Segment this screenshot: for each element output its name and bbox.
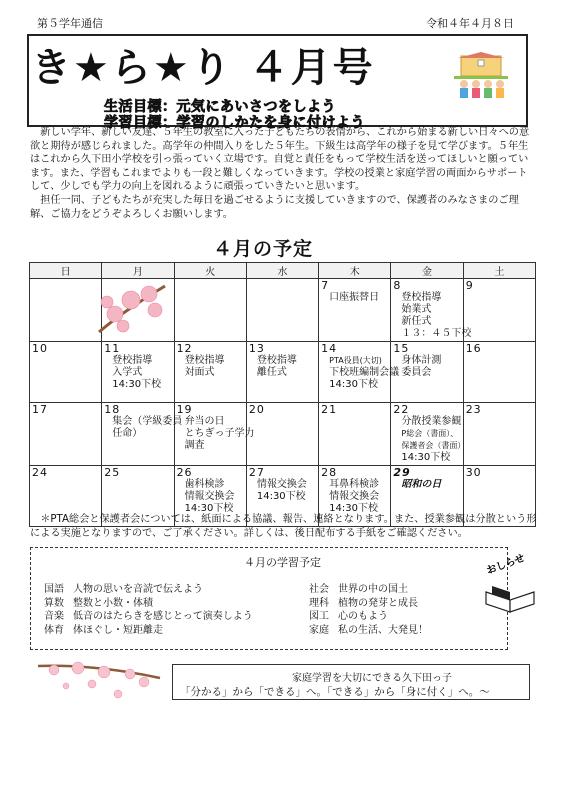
weekday-fri: 金 (391, 263, 463, 279)
weekday-tue: 火 (174, 263, 246, 279)
motto-heading: 家庭学習を大切にできる久下田っ子 (292, 673, 452, 684)
calendar-event: 情報交換会 (329, 491, 380, 502)
day-number: 20 (248, 403, 265, 416)
calendar-event: 調査 (184, 440, 205, 451)
weekday-mon: 月 (102, 263, 174, 279)
calendar-event: 分散授業参観 (401, 416, 462, 427)
school-children-illustration (452, 52, 510, 104)
calendar-day-cell (30, 279, 102, 342)
study-item: 国語 人物の思いを音読で伝えよう (44, 584, 203, 595)
day-number: 27 (248, 466, 265, 479)
newsletter-grade-label: 第５学年通信 (37, 17, 103, 30)
calendar-day-cell (246, 279, 318, 342)
day-number: 21 (321, 403, 338, 416)
day-number: 28 (321, 466, 338, 479)
weekday-wed: 水 (246, 263, 318, 279)
calendar-event: 離任式 (256, 367, 287, 378)
calendar-event: 弁当の日 (184, 416, 225, 427)
day-number: 24 (32, 466, 48, 479)
calendar-event: 14:30下校 (112, 379, 162, 390)
calendar-event: 14:30下校 (329, 379, 378, 390)
study-item: 算数 整数と小数・体積 (44, 597, 153, 609)
calendar-day-cell (246, 342, 318, 403)
calendar-day-cell (174, 279, 246, 342)
calendar-week-row (30, 403, 536, 466)
weekday-header-row (30, 263, 536, 279)
day-number: 11 (104, 342, 121, 355)
calendar-event: 登校指導 (112, 355, 153, 366)
intro-paragraph: 新しい学年、新しい友達、５年生の教室に入った子どもたちの表情から、これから始まる新しい日々への意欲と期待が感じられました。高学年の仲間入りをした５年生。下級生は高学年の様子を見て学びます。５年生はこれから久下田小学校を引っ張っていく立場です。自覚と責任をもって学校生活を送ってほしいと願っています。また、学習もこれまでよりも一段と難しくなっていきます。学校の授業と家庭学習の両面からサポートして、少しでも学力の向上を図れるように頑張っていきたいと思います。 (30, 127, 530, 193)
calendar-day-cell (319, 403, 391, 466)
weekday-sat: 土 (463, 263, 535, 279)
calendar-event: 耳鼻科検診 (329, 479, 380, 490)
calendar-day-cell (174, 403, 255, 466)
calendar-event: P総会（書面）、 (401, 429, 459, 438)
calendar-day-cell (319, 342, 400, 403)
day-number: 30 (465, 466, 482, 479)
day-number: 26 (176, 466, 193, 479)
study-item: 音楽 低音のはたらきを感じとって演奏しよう (44, 611, 253, 622)
study-goal-text: 学習のしかたを身に付けよう (176, 115, 365, 131)
study-item: 体育 体ほぐし・短距離走 (44, 624, 163, 636)
life-goal-label: 生活目標 (104, 99, 162, 115)
calendar-event: 14:30下校 (329, 503, 378, 514)
study-item: 理科 植物の発芽と成長 (309, 597, 418, 609)
calendar-event: 対面式 (184, 367, 215, 378)
weekday-sun: 日 (30, 263, 102, 279)
day-number: 10 (32, 342, 48, 355)
calendar-event: 昭和の日 (401, 479, 442, 490)
calendar-week-row (30, 342, 536, 403)
calendar-day-cell (102, 403, 183, 466)
newsletter-title: き★ら★り ４月号 (31, 45, 375, 91)
day-number: 8 (393, 279, 402, 292)
calendar-event: 始業式 (401, 304, 432, 315)
calendar-event: 登校指導 (401, 292, 442, 303)
calendar-event: 委員会 (401, 367, 432, 378)
calendar-event: 新任式 (401, 316, 432, 327)
calendar-event: 14:30下校 (256, 491, 306, 502)
motto-text: 「分かる」から「できる」へ。「できる」から「身に付く」へ。～ (180, 686, 490, 698)
life-goal-text: 元気にあいさつをしよう (176, 99, 336, 115)
study-plan-title: ４月の学習予定 (244, 556, 321, 569)
day-number: 19 (176, 403, 193, 416)
day-number: 25 (104, 466, 121, 479)
day-number: 23 (465, 403, 482, 416)
calendar-day-cell (30, 403, 102, 466)
day-number: 22 (393, 403, 410, 416)
calendar-day-cell (391, 342, 463, 403)
pta-note: ＊PTA総会と保護者会については、紙面による協議、報告、連絡となります。また、授業参観は分散という形による実施となりますので、ご了承ください。詳しくは、後日配布する手紙をご確認ください。 (30, 514, 537, 539)
calendar-event: 任命） (112, 428, 143, 439)
study-item: 社会 世界の中の国土 (309, 584, 408, 595)
day-number: 13 (248, 342, 265, 355)
study-list-right (309, 583, 428, 637)
calendar-day-cell (463, 403, 535, 466)
day-number: 18 (104, 403, 121, 416)
issue-date: 令和４年４月８日 (426, 17, 514, 30)
day-number: 15 (393, 342, 410, 355)
calendar-event: PTA役員(大切) (329, 356, 382, 365)
study-item: 家庭 私の生活、大発見！ (309, 624, 428, 636)
calendar-day-cell (391, 403, 466, 466)
intro-paragraph: 担任一同、子どもたちが充実した毎日を過ごせるように支援していきますので、保護者のみなさまのご理解、ご協力をどうぞよろしくお願いします。 (30, 194, 519, 220)
goal-colon: ： (162, 99, 177, 115)
calendar-day-cell (463, 342, 535, 403)
day-number: 29 (393, 466, 411, 479)
study-goal-label: 学習目標 (104, 115, 162, 131)
calendar-event: とちぎっ子学力 (184, 428, 255, 439)
day-number: 7 (321, 279, 330, 292)
day-number: 9 (465, 279, 474, 292)
life-goal (104, 99, 336, 115)
calendar-event: 下校班編制会議 (329, 367, 400, 378)
calendar-event: 情報交換会 (256, 479, 307, 490)
calendar-day-cell (319, 279, 391, 342)
calendar-event: 14:30下校 (401, 452, 451, 463)
calendar-event: 保護者会（書面） (401, 441, 466, 450)
calendar-event: 登校指導 (256, 355, 297, 366)
open-book-illustration (480, 552, 544, 616)
study-list-left (44, 583, 253, 637)
study-item: 図工 心のもよう (309, 611, 388, 622)
day-number: 12 (176, 342, 193, 355)
calendar-day-cell (391, 279, 472, 342)
calendar-day-cell (102, 342, 174, 403)
schedule-title: ４月の予定 (213, 238, 314, 260)
intro-text (30, 126, 535, 221)
calendar-day-cell (30, 342, 102, 403)
day-number: 17 (32, 403, 48, 416)
calendar-event: 情報交換会 (184, 491, 235, 502)
calendar-event: 身体計測 (401, 355, 442, 366)
calendar-day-cell (246, 403, 318, 466)
day-number: 16 (465, 342, 482, 355)
cherry-branch-illustration (34, 656, 164, 714)
calendar-event: 入学式 (112, 367, 143, 378)
weekday-thu: 木 (319, 263, 391, 279)
day-number: 14 (321, 342, 338, 355)
goal-colon: ： (162, 115, 177, 131)
calendar-day-cell (463, 279, 535, 342)
calendar-event: 歯科検診 (184, 479, 225, 490)
book-caption: おしらせ (485, 552, 527, 577)
calendar-day-cell (174, 342, 246, 403)
calendar-event: 口座振替日 (329, 292, 380, 303)
calendar-event: １３：４５下校 (401, 328, 472, 339)
calendar-event: 集会（学級委員 (112, 416, 183, 427)
calendar-event: 14:30下校 (184, 503, 234, 514)
calendar-event: 登校指導 (184, 355, 225, 366)
cherry-blossom-illustration (95, 280, 173, 336)
